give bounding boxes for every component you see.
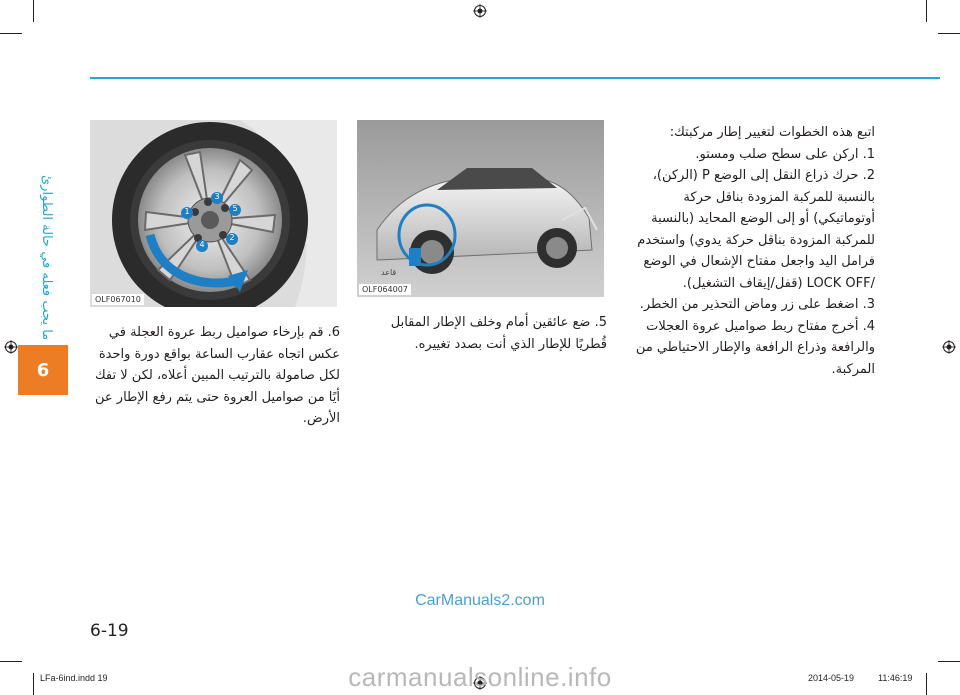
nut-label-2: 2 xyxy=(229,233,235,242)
watermark-top: CarManuals2.com xyxy=(415,592,545,609)
chock-label: قاعد xyxy=(381,268,397,277)
registration-mark-icon xyxy=(4,340,18,354)
slug-time: 11:46:19 xyxy=(878,673,913,683)
crop-mark xyxy=(926,0,927,22)
chapter-tab xyxy=(18,345,68,395)
car-figure xyxy=(357,120,604,297)
step-3: 3. ﺍﺿﻐﻂ ﻋﻠﻰ ﺯﺭ ﻭﻣﺎﺽ ﺍﻟﺘﺤﺬﻳﺮ ﻣﻦ ﺍﻟﺨﻄﺮ. xyxy=(639,297,875,312)
right-column xyxy=(620,122,875,380)
chapter-number: 6 xyxy=(36,359,50,381)
slug-date: 2014-05-19 xyxy=(808,673,855,683)
header-rule xyxy=(90,77,940,79)
page-number: 6-19 xyxy=(90,621,129,641)
nut-label-4: 4 xyxy=(199,240,205,249)
crop-mark xyxy=(33,0,34,22)
registration-mark-icon xyxy=(473,4,487,18)
crop-mark xyxy=(0,33,22,34)
figure-code: OLF064007 xyxy=(359,284,411,295)
section-title: ﻣﺎ ﻳﺠﺐ ﻓﻌﻠﻪ ﻓﻲ ﺣﺎﻟﺔ اﻟﻄﻮارئ xyxy=(39,174,54,340)
nut-label-1: 1 xyxy=(184,207,190,216)
registration-mark-icon xyxy=(942,340,956,354)
step-2: 2. ﺣﺮﻙ ﺫﺭﺍﻉ ﺍﻟﻨﻘﻞ ﺇﻟﻰ ﺍﻟﻮﺿﻊ P (ﺍﻟﺮﻛﻦ)، ﺑﺎﻟﻨﺴﺒﺔ ﻟﻠﻤﺮﻛﺒﺔ ﺍﻟﻤﺰﻭﺩﺓ ﺑﻨﺎﻗﻞ ﺣﺮﻛﺔ ﺃﻭﺗﻮﻣﺎﺗﻴﻜﻲ) ﺃﻭ ﺇﻟﻰ ﺍﻟﻮﺿﻊ ﺍﻟﻤﺤﺎﻳﺪ (ﺑﺎﻟﻨﺴﺒﺔ ﻟﻠﻤﺮﻛﺒﺔ ﺍﻟﻤﺰﻭﺩﺓ ﺑﻨﺎﻗﻞ ﺣﺮﻛﺔ ﻳﺪﻭﻱ) ﻭﺍﺳﺘﺨﺪﻡ ﻓﺮﺍﻣﻞ ﺍﻟﻴﺪ ﻭﺍﺟﻌﻞ ﻣﻔﺘﺎﺡ ﺍﻹﺷﻌﺎﻝ ﻓﻲ ﺍﻟﻮﺿﻊ /LOCK OFF (ﻗﻔﻞ/ﺇﻳﻘﺎﻑ ﺍﻟﺘﺸﻐﻴﻞ). xyxy=(637,168,875,291)
nut-label-5: 5 xyxy=(232,204,238,213)
step-1: 1. ﺍﺭﻛﻦ ﻋﻠﻰ ﺳﻄﺢ ﺻﻠﺐ ﻭﻣﺴﺘﻮ. xyxy=(695,146,875,162)
slug-file: LFa-6ind.indd 19 xyxy=(40,673,108,683)
step-5: 5. ﺿﻊ ﻋﺎﺋﻘﻴﻦ ﺃﻣﺎﻡ ﻭﺧﻠﻒ ﺍﻹﻃﺎﺭ ﺍﻟﻤﻘﺎﺑﻞ ﻗُﻄﺮﻳًﺎ ﻟﻺﻃﺎﺭ ﺍﻟﺬﻱ ﺃﻧﺖ ﺑﺼﺪﺩ ﺗﻐﻴﻴﺮﻩ. xyxy=(390,315,607,352)
step-6: 6. ﻗﻢ ﺑﺈﺭﺧﺎﺀ ﺻﻮﺍﻣﻴﻞ ﺭﺑﻂ ﻋﺮﻭﺓ ﺍﻟﻌﺠﻠﺔ ﻓﻲ ﻋﻜﺲ ﺍﺗﺠﺎﻩ ﻋﻘﺎﺭﺏ ﺍﻟﺴﺎﻋﺔ ﺑﻮﺍﻗﻊ ﺩﻭﺭﺓ ﻭﺍﺣﺪﺓ ﻟﻜﻞ ﺻﺎﻣﻮﻟﺔ ﺑﺎﻟﺘﺮﺗﻴﺐ ﺍﻟﻤﺒﻴﻦ ﺃﻋﻼﻩ، ﻟﻜﻦ ﻻ ﺗﻔﻚ ﺃﻳًﺎ ﻣﻦ ﺻﻮﺍﻣﻴﻞ ﺍﻟﻌﺮﻭﺓ ﺣﺘﻰ ﻳﺘﻢ ﺭﻓﻊ ﺍﻹﻃﺎﺭ ﻋﻦ ﺍﻷﺭﺽ. xyxy=(94,325,340,426)
wheel-illustration xyxy=(90,120,337,307)
figure-code: OLF067010 xyxy=(92,294,144,305)
nut-label-3: 3 xyxy=(214,192,220,201)
middle-column xyxy=(357,312,607,355)
watermark-bottom: carmanualsonline.info xyxy=(348,662,612,692)
left-column xyxy=(90,322,340,430)
intro-text: ﺍﺗﺒﻊ ﻫﺬﻩ ﺍﻟﺨﻄﻮﺍﺕ ﻟﺘﻐﻴﻴﺮ ﺇﻃﺎﺭ ﻣﺮﻛﺒﺘﻚ: xyxy=(669,125,875,140)
crop-mark xyxy=(938,33,960,34)
step-4: 4. ﺃﺧﺮﺝ ﻣﻔﺘﺎﺡ ﺭﺑﻂ ﺻﻮﺍﻣﻴﻞ ﻋﺮﻭﺓ ﺍﻟﻌﺠﻼﺕ ﻭﺍﻟﺮﺍﻓﻌﺔ ﻭﺫﺭﺍﻉ ﺍﻟﺮﺍﻓﻌﺔ ﻭﺍﻹﻃﺎﺭ ﺍﻻﺣﺘﻴﺎﻃﻲ ﻣﻦ ﺍﻟﻤﺮﻛﺒﺔ. xyxy=(635,318,875,377)
wheel-figure xyxy=(90,120,337,307)
